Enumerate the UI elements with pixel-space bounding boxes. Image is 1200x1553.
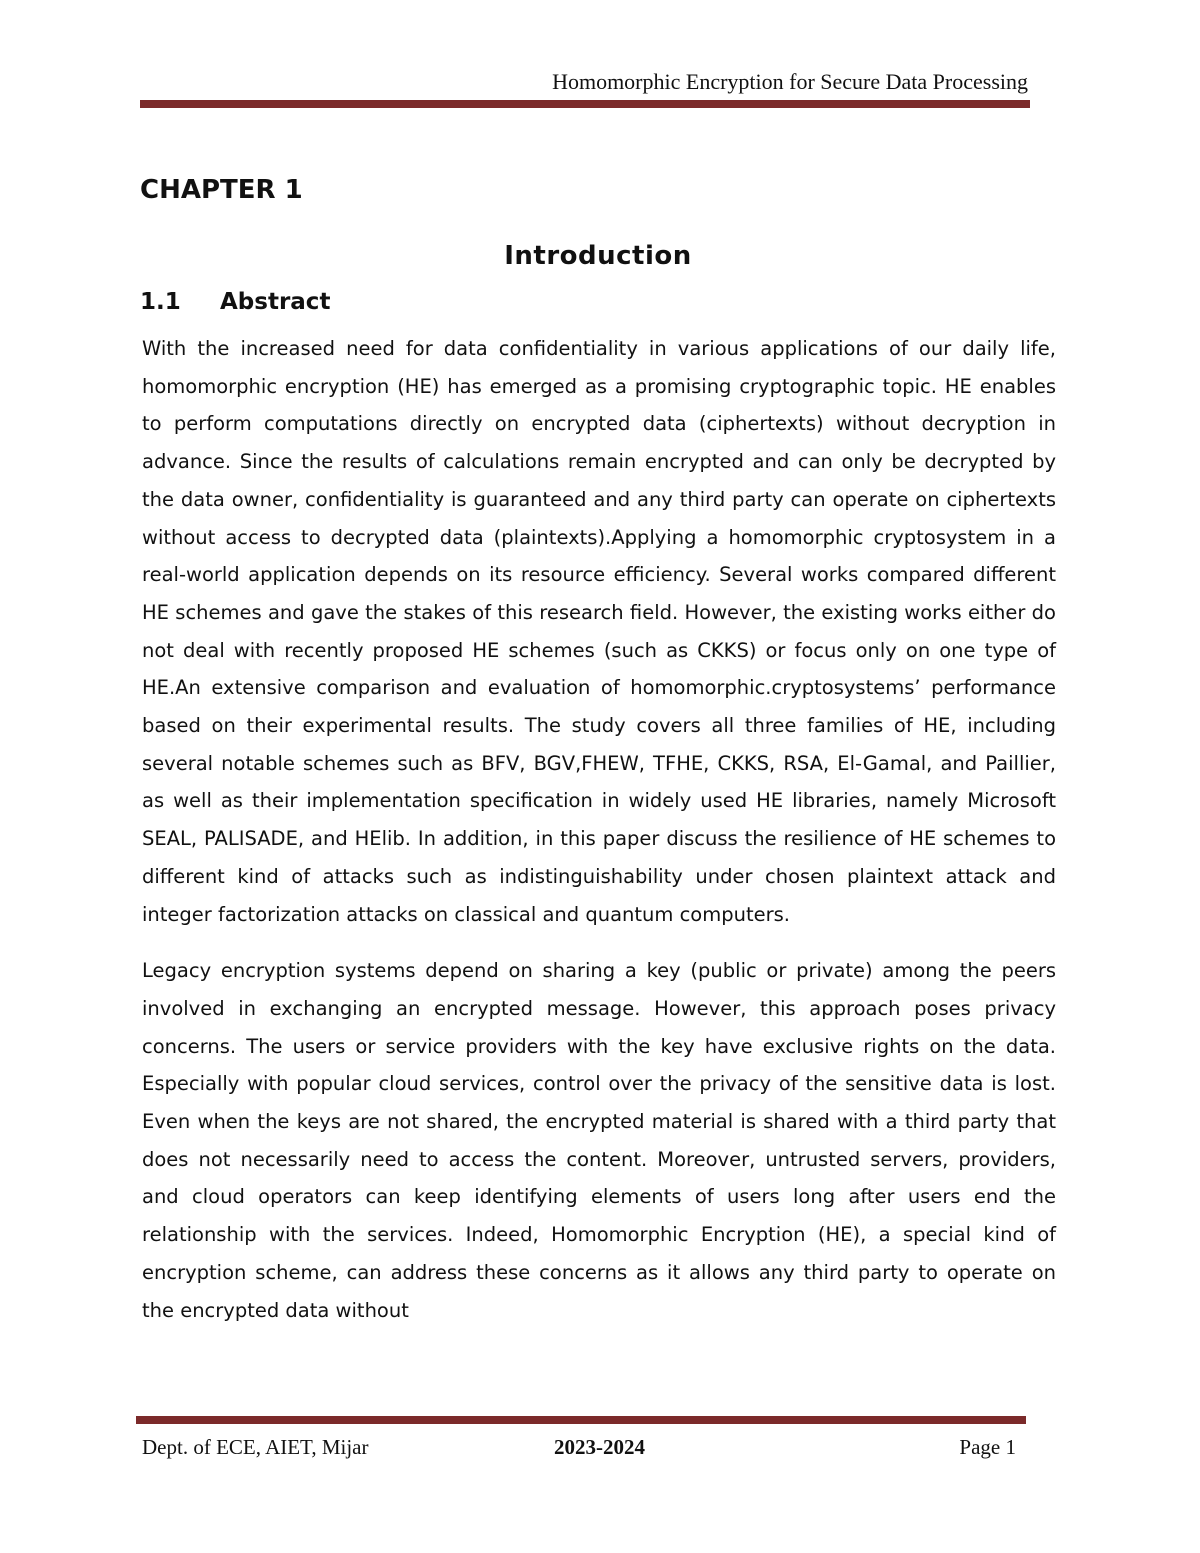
footer-year: 2023-2024 bbox=[554, 1435, 645, 1459]
section-heading bbox=[140, 285, 330, 319]
footer-department: Dept. of ECE, AIET, Mijar bbox=[142, 1435, 369, 1459]
chapter-label: CHAPTER 1 bbox=[140, 175, 303, 205]
header-rule bbox=[140, 100, 1030, 108]
footer-rule bbox=[136, 1416, 1026, 1424]
legacy-encryption-paragraph: Legacy encryption systems depend on sharing a key (public or private) among the peers involved in exchanging an encrypted message. However, this approach poses privacy concerns. The users or service providers with the key have exclusive rights on the data. Especially with popular cloud services, control over the privacy of the sensitive data is lost. Even when the keys are not shared, the encrypted material is shared with a third party that does not necessarily need to access the content. Moreover, untrusted servers, providers, and cloud operators can keep identifying elements of users long after users end the relationship with the services. Indeed, Homomorphic Encryption (HE), a special kind of encryption scheme, can address these concerns as it allows any third party to operate on the encrypted data without bbox=[142, 959, 1056, 1322]
section-number: 1.1 bbox=[140, 289, 181, 315]
page-header bbox=[140, 66, 1030, 108]
abstract-paragraph: With the increased need for data confidentiality in various applications of our daily life, homomorphic encryption (HE) has emerged as a promising cryptographic topic. HE enables to perform computations directly on encrypted data (ciphertexts) without decryption in advance. Since the results of calculations remain encrypted and can only be decrypted by the data owner, confidentiality is guaranteed and any third party can operate on ciphertexts without access to decrypted data (plaintexts).Applying a homomorphic cryptosystem in a real-world application depends on its resource efficiency. Several works compared different HE schemes and gave the stakes of this research field. However, the existing works either do not deal with recently proposed HE schemes (such as CKKS) or focus only on one type of HE.An extensive comparison and evaluation of homomorphic.cryptosystems’ performance based on their experimental results. The study covers all three families of HE, including several notable schemes such as BFV, BGV,FHEW, TFHE, CKKS, RSA, El-Gamal, and Paillier, as well as their implementation specification in widely used HE libraries, namely Microsoft SEAL, PALISADE, and HElib. In addition, in this paper discuss the resilience of HE schemes to different kind of attacks such as indistinguishability under chosen plaintext attack and integer factorization attacks on classical and quantum computers. bbox=[142, 337, 1056, 926]
running-header-title: Homomorphic Encryption for Secure Data Processing bbox=[552, 69, 1028, 94]
footer-row bbox=[136, 1430, 1026, 1464]
page-footer bbox=[136, 1416, 1026, 1464]
section-title: Abstract bbox=[220, 289, 331, 315]
footer-page-number: Page 1 bbox=[959, 1435, 1016, 1459]
chapter-title: Introduction bbox=[504, 241, 692, 271]
body-text bbox=[142, 330, 1056, 1329]
